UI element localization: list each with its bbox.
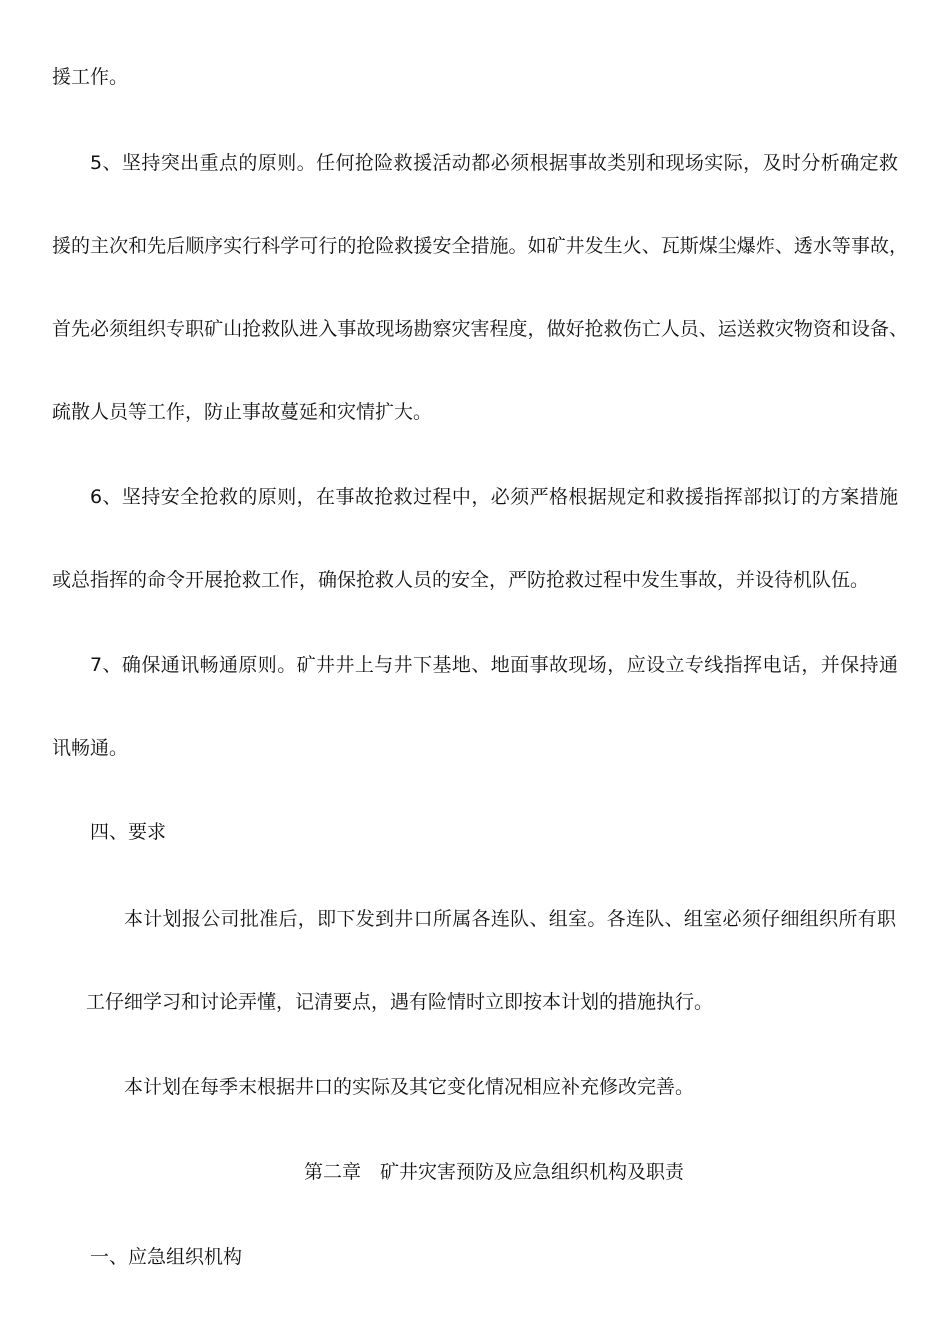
paragraph-line: 5、坚持突出重点的原则。任何抢险救援活动都必须根据事故类别和现场实际，及时分析确定救 [90, 152, 898, 174]
paragraph-line: 工仔细学习和讨论弄懂，记清要点，遇有险情时立即按本计划的措施执行。 [86, 991, 714, 1013]
paragraph-line: 疏散人员等工作，防止事故蔓延和灾情扩大。 [52, 401, 433, 423]
section-heading: 一、应急组织机构 [90, 1246, 243, 1268]
paragraph-line: 本计划报公司批准后，即下发到井口所属各连队、组室。各连队、组室必须仔细组织所有职 [124, 908, 896, 930]
paragraph-line: 或总指挥的命令开展抢救工作，确保抢救人员的安全，严防抢救过程中发生事故，并设待机队伍。 [52, 569, 870, 591]
paragraph-line: 6、坚持安全抢救的原则，在事故抢救过程中，必须严格根据规定和救援指挥部拟订的方案措施 [90, 486, 898, 508]
chapter-title: 第二章 矿井灾害预防及应急组织机构及职责 [304, 1161, 685, 1183]
paragraph-line: 7、确保通讯畅通原则。矿井井上与井下基地、地面事故现场，应设立专线指挥电话，并保持通 [90, 654, 898, 676]
paragraph-line: 本计划在每季末根据井口的实际及其它变化情况相应补充修改完善。 [124, 1076, 695, 1098]
paragraph-line: 首先必须组织专职矿山抢救队进入事故现场勘察灾害程度，做好抢救伤亡人员、运送救灾物资和设备、 [52, 318, 908, 340]
paragraph-line: 讯畅通。 [52, 737, 129, 759]
section-heading: 四、要求 [90, 821, 167, 843]
paragraph-line: 援的主次和先后顺序实行科学可行的抢险救援安全措施。如矿井发生火、瓦斯煤尘爆炸、透水等事故， [52, 235, 908, 257]
paragraph-line: 援工作。 [52, 66, 129, 88]
